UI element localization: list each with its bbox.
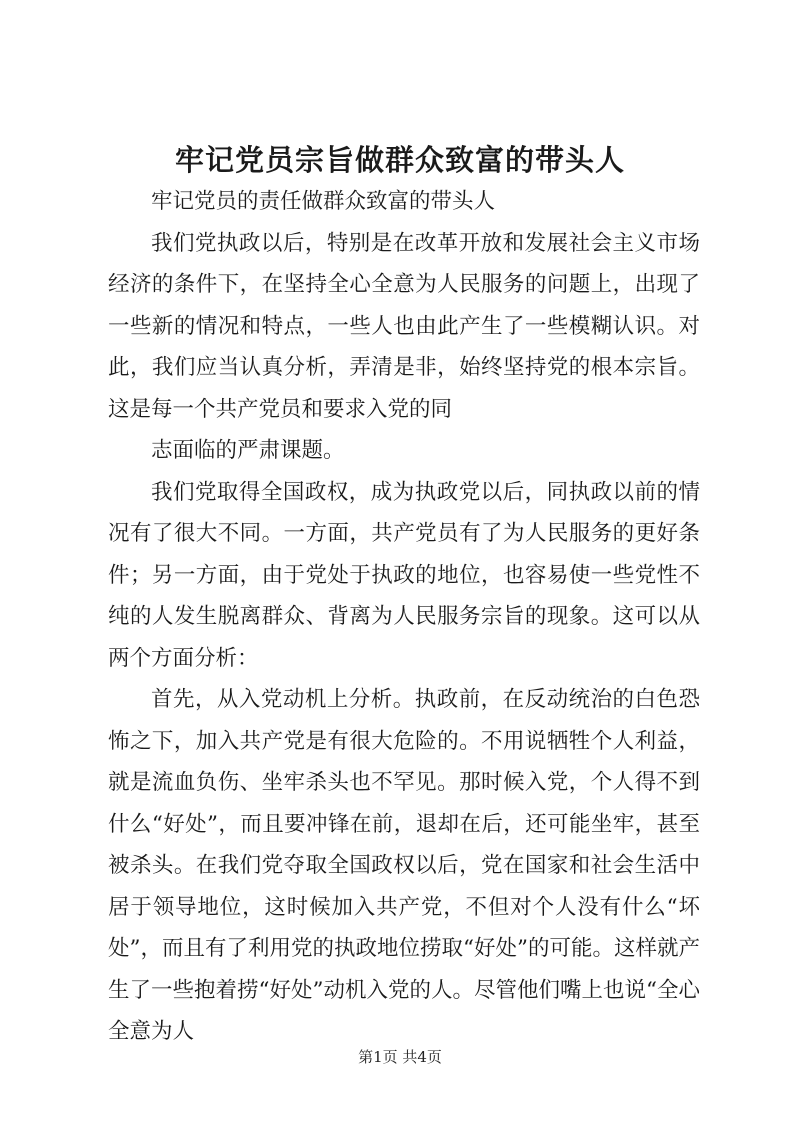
paragraph: 我们党执政以后，特别是在改革开放和发展社会主义市场经济的条件下，在坚持全心全意为人民服务的问题上，出现了一些新的情况和特点，一些人也由此产生了一些模糊认识。对此，我们应当认真分析，弄清是非，始终坚持党的根本宗旨。这是每一个共产党员和要求入党的同	[108, 230, 700, 422]
document-title: 牢记党员宗旨做群众致富的带头人	[174, 143, 625, 177]
paragraph: 首先，从入党动机上分析。执政前，在反动统治的白色恐怖之下，加入共产党是有很大危险的。不用说牺牲个人利益，就是流血负伤、坐牢杀头也不罕见。那时候入党，个人得不到什么“好处”，而且要冲锋在前，退却在后，还可能坐牢，甚至被杀头。在我们党夺取全国政权以后，党在国家和社会生活中居于领导地位，这时候加入共产党，不但对个人没有什么“坏处”，而且有了利用党的执政地位捞取“好处”的可能。这样就产生了一些抱着捞“好处”动机入党的人。尽管他们嘴上也说“全心全意为人	[108, 687, 700, 1044]
paragraph: 志面临的严肃课题。	[151, 438, 345, 463]
paragraph: 我们党取得全国政权，成为执政党以后，同执政以前的情况有了很大不同。一方面，共产党员有了为人民服务的更好条件；另一方面，由于党处于执政的地位，也容易使一些党性不纯的人发生脱离群众、背离为人民服务宗旨的现象。这可以从两个方面分析：	[108, 479, 700, 671]
page-number-footer: 第1页 共4页	[358, 1048, 442, 1066]
paragraph: 牢记党员的责任做群众致富的带头人	[151, 189, 496, 214]
document-body	[108, 181, 700, 1053]
